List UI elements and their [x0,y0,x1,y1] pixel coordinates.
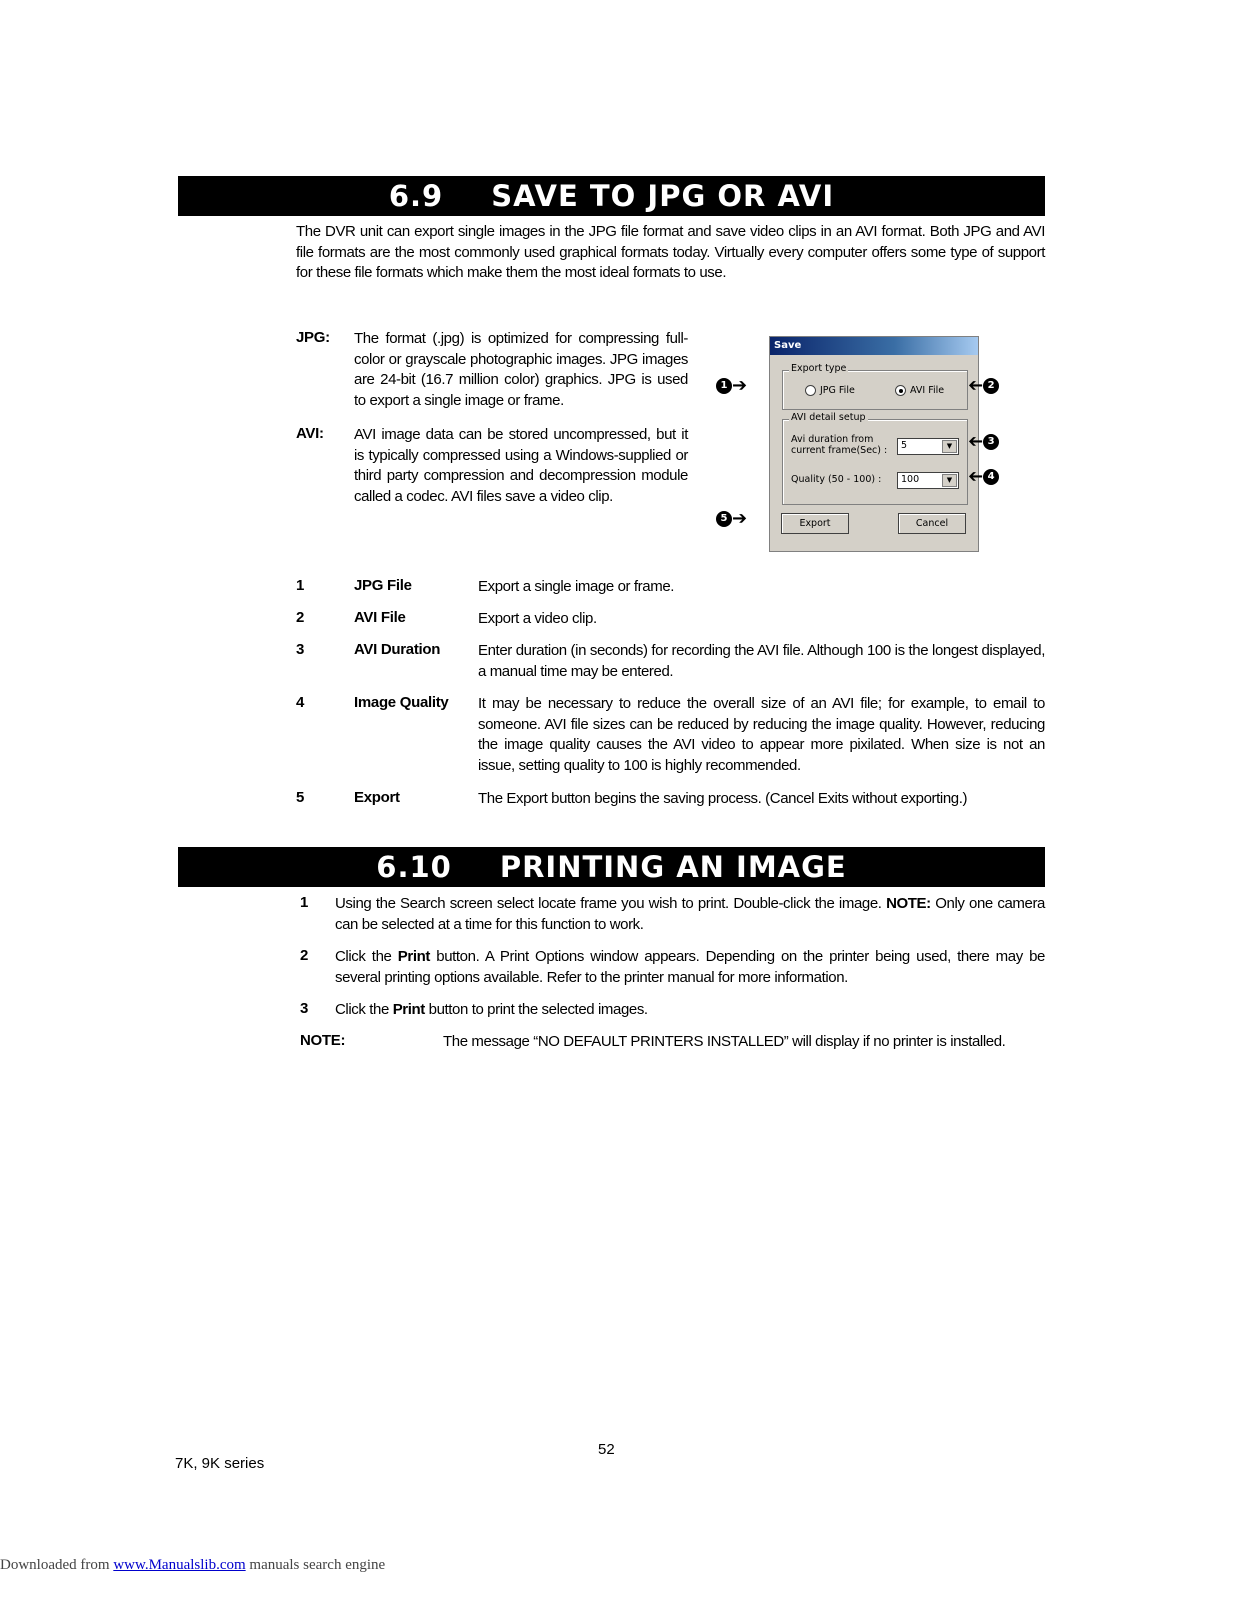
section-heading-6-9 [178,176,1045,216]
callout-4 [968,466,999,487]
arrow-right-icon: ➔ [732,508,748,529]
page-number: 52 [598,1441,615,1458]
duration-select[interactable] [897,438,959,455]
intro-paragraph: The DVR unit can export single images in the JPG file format and save video clips in an AVI format. Both JPG and AVI file formats are the most commonly used graphical formats today. Virtually every computer offers some type of support for these file formats which make them the most ideal formats to use. [296,223,1045,281]
chevron-down-icon[interactable]: ▼ [942,440,957,453]
item-number: 5 [296,789,305,806]
arrow-left-icon: ➔ [968,466,984,487]
def-label-jpg: JPG: [296,329,330,346]
export-type-group [782,363,968,410]
item-number: 1 [296,577,305,594]
step-text [335,894,1045,935]
duration-label [791,434,887,456]
download-prefix: Downloaded from [0,1557,114,1573]
note-text: The message “NO DEFAULT PRINTERS INSTALLED” will display if no printer is installed. [443,1033,1006,1050]
step-text-part: Click the [335,1001,393,1018]
duration-label-line1: Avi duration from [791,434,874,445]
avi-setup-group [782,412,968,505]
callout-1 [716,375,748,396]
note-label: NOTE: [300,1032,346,1049]
item-term: AVI Duration [354,641,441,658]
arrow-left-icon: ➔ [968,431,984,452]
callout-badge: 4 [983,469,999,485]
step-text-part: button to print the selected images. [424,1001,648,1018]
step-text-bold: Print [397,948,430,965]
item-number: 3 [296,641,305,658]
duration-value: 5 [901,440,908,451]
section-heading-6-10 [178,847,1045,887]
section-title: SAVE TO JPG OR AVI [491,179,835,213]
item-desc: Enter duration (in seconds) for recording the AVI file. Although 100 is the longest displayed, a manual time may be entered. [478,642,1045,680]
export-type-label: Export type [791,363,847,374]
callout-badge: 2 [983,378,999,394]
item-desc: It may be necessary to reduce the overall size of an AVI file; for example, to email to someone. AVI file sizes can be reduced by reducing the image quality. However, reducing the image quality causes the AVI video to appear more pixilated. When size is not an issue, setting quality to 100 is highly recommended. [478,695,1045,774]
step-text-part: Click the [335,948,398,965]
chevron-down-icon[interactable]: ▼ [942,474,957,487]
step-text-bold: Print [392,1001,425,1018]
step-text [335,1000,1045,1021]
arrow-right-icon: ➔ [732,375,748,396]
jpg-file-label: JPG File [820,385,855,396]
section-number: 6.9 [388,179,444,213]
manualslib-link[interactable]: www.Manualslib.com [113,1557,246,1573]
step-number: 2 [300,947,309,964]
step-number: 1 [300,894,309,911]
download-suffix: manuals search engine [245,1557,386,1573]
item-term: Image Quality [354,694,449,711]
save-dialog [769,336,979,552]
item-number: 2 [296,609,305,626]
duration-label-line2: current frame(Sec) : [791,445,888,456]
item-term: AVI File [354,609,406,626]
item-term: JPG File [354,577,412,594]
item-desc: Export a single image or frame. [478,578,675,595]
callout-5 [716,508,748,529]
item-term: Export [354,789,400,806]
radio-on-icon [895,385,906,396]
callout-badge: 1 [716,378,732,394]
cancel-button[interactable]: Cancel [898,513,966,534]
dialog-titlebar: Save [770,337,978,355]
callout-3 [968,431,999,452]
item-desc: Export a video clip. [478,610,597,627]
section-number: 6.10 [376,850,452,884]
def-text-jpg: The format (.jpg) is optimized for compressing full-color or grayscale photographic images. JPG images are 24-bit (16.7 million color) graphics. JPG is used to export a single image or frame. [354,330,688,409]
def-label-avi: AVI: [296,425,324,442]
arrow-left-icon: ➔ [968,375,984,396]
item-desc: The Export button begins the saving process. (Cancel Exits without exporting.) [478,790,968,807]
quality-label: Quality (50 - 100) : [791,474,882,485]
step-text-bold: NOTE: [886,895,931,912]
series-label: 7K, 9K series [175,1455,265,1472]
callout-badge: 5 [716,511,732,527]
step-text-part: Using the Search screen select locate frame you wish to print. Double-click the image. [335,895,887,912]
jpg-file-radio[interactable] [805,385,855,396]
step-number: 3 [300,1000,309,1017]
callout-2 [968,375,999,396]
step-text-part: button. A Print Options window appears. Depending on the printer being used, there may be several printing options available. Refer to the printer manual for more information. [335,948,1045,986]
export-button[interactable]: Export [781,513,849,534]
step-text-part: Only one camera can be selected at a time for this function to work. [335,895,1045,933]
radio-off-icon [805,385,816,396]
avi-file-radio[interactable] [895,385,944,396]
callout-badge: 3 [983,434,999,450]
step-text [335,947,1045,988]
download-footer [0,1557,385,1574]
def-text-avi: AVI image data can be stored uncompressed, but it is typically compressed using a Windows-supplied or third party compression and decompression module called a codec. AVI files save a video clip. [354,426,688,505]
avi-setup-label: AVI detail setup [791,412,866,423]
section-title: PRINTING AN IMAGE [499,850,847,884]
avi-file-label: AVI File [910,385,945,396]
item-number: 4 [296,694,305,711]
quality-value: 100 [901,474,920,485]
quality-select[interactable] [897,472,959,489]
